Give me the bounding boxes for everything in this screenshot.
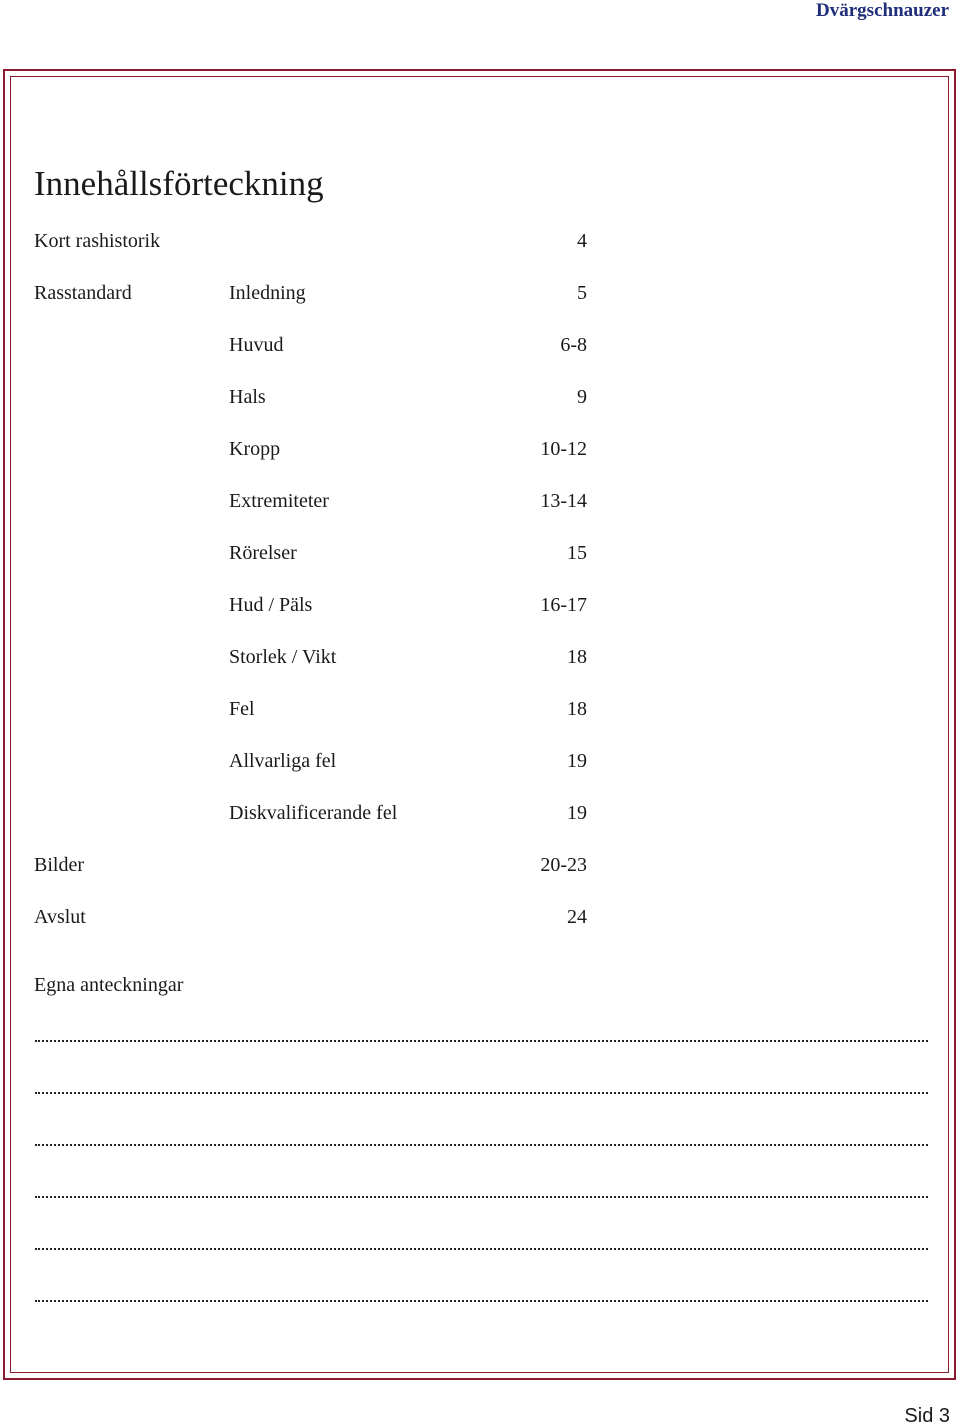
toc-page: 24 xyxy=(567,906,587,928)
toc-page: 4 xyxy=(577,230,587,252)
toc-row xyxy=(0,330,960,360)
toc-row xyxy=(0,798,960,828)
toc-row xyxy=(0,746,960,776)
toc-page: 6-8 xyxy=(560,334,587,356)
toc-row xyxy=(0,694,960,724)
toc-row xyxy=(0,850,960,880)
toc-topic: Inledning xyxy=(229,282,306,304)
toc-page: 18 xyxy=(567,646,587,668)
toc-page: 15 xyxy=(567,542,587,564)
note-line xyxy=(35,1040,928,1042)
toc-topic: Extremiteter xyxy=(229,490,329,512)
toc-topic: Hud / Päls xyxy=(229,594,313,616)
toc-page: 10-12 xyxy=(540,438,587,460)
toc-page: 16-17 xyxy=(540,594,587,616)
toc-page: 18 xyxy=(567,698,587,720)
toc-row xyxy=(0,278,960,308)
toc-page: 20-23 xyxy=(540,854,587,876)
running-title: Dvärgschnauzer xyxy=(816,0,949,21)
toc-topic: Storlek / Vikt xyxy=(229,646,337,668)
toc-row xyxy=(0,486,960,516)
toc-row xyxy=(0,902,960,932)
note-line xyxy=(35,1196,928,1198)
toc-topic: Hals xyxy=(229,386,266,408)
toc-row xyxy=(0,642,960,672)
toc-topic: Huvud xyxy=(229,334,284,356)
toc-page: 19 xyxy=(567,802,587,824)
toc-row xyxy=(0,226,960,256)
toc-row xyxy=(0,382,960,412)
toc-topic: Diskvalificerande fel xyxy=(229,802,398,824)
toc-row xyxy=(0,434,960,464)
note-line xyxy=(35,1300,928,1302)
toc-section: Kort rashistorik xyxy=(34,230,161,252)
toc-section: Rasstandard xyxy=(34,282,132,304)
page-number: Sid 3 xyxy=(904,1405,950,1427)
toc-section: Bilder xyxy=(34,854,84,876)
toc-page: 9 xyxy=(577,386,587,408)
page-frame-inner xyxy=(10,76,949,1373)
toc-topic: Allvarliga fel xyxy=(229,750,337,772)
toc-section: Avslut xyxy=(34,906,86,928)
notes-title: Egna anteckningar xyxy=(34,974,184,996)
toc-page: 5 xyxy=(577,282,587,304)
note-line xyxy=(35,1092,928,1094)
note-line xyxy=(35,1248,928,1250)
toc-title: Innehållsförteckning xyxy=(34,164,324,203)
toc-topic: Fel xyxy=(229,698,255,720)
toc-topic: Rörelser xyxy=(229,542,297,564)
note-line xyxy=(35,1144,928,1146)
toc-page: 13-14 xyxy=(540,490,587,512)
toc-topic: Kropp xyxy=(229,438,281,460)
toc-page: 19 xyxy=(567,750,587,772)
toc-row xyxy=(0,590,960,620)
toc-row xyxy=(0,538,960,568)
